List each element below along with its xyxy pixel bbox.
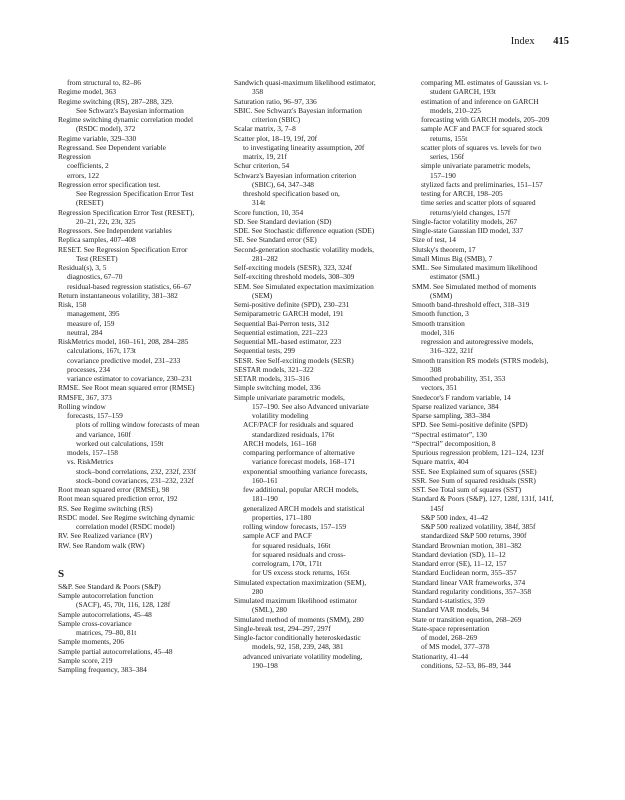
index-entry: Standard linear VAR frameworks, 374 <box>412 577 526 587</box>
index-entry: conditions, 52–53, 86–89, 344 <box>421 660 511 670</box>
index-entry: Stationarity, 41–44 <box>412 651 469 661</box>
index-entry: criterion (SBIC) <box>252 115 301 124</box>
index-entry: Simulated maximum likelihood estimator <box>234 596 357 605</box>
index-entry: 145f <box>430 503 444 513</box>
index-entry: models, 157–158 <box>67 448 118 457</box>
index-entry: Replica samples, 407–408 <box>58 235 136 245</box>
index-entry: Semiparametric GARCH model, 191 <box>234 309 344 319</box>
index-entry: models, 92, 158, 239, 248, 381 <box>252 642 344 652</box>
index-entry: 190–198 <box>252 660 278 670</box>
index-entry: Sample autocorrelations, 45–48 <box>58 609 152 619</box>
index-entry: SSE. See Explained sum of squares (SSE) <box>412 466 537 476</box>
index-entry: RSDC model. See Regime switching dynamic <box>58 512 195 522</box>
index-entry: forecasting with GARCH models, 205–209 <box>421 115 550 124</box>
index-entry: scatter plots of squares vs. levels for two <box>421 142 542 152</box>
index-entry: vs. RiskMetrics <box>67 457 114 467</box>
index-entry: for squared residuals, 166t <box>252 540 331 550</box>
index-entry: SE. See Standard error (SE) <box>234 235 317 245</box>
index-entry: properties, 171–180 <box>252 512 312 522</box>
index-entry: SETAR models, 315–316 <box>234 374 310 383</box>
index-entry: Sparse realized variance, 384 <box>412 401 499 411</box>
index-entry: (SMM) <box>430 290 453 300</box>
index-entry: Simulated method of moments (SMM), 280 <box>234 614 364 624</box>
index-entry: 20–21, 22t, 23t, 325 <box>76 216 136 226</box>
index-entry: to investigating linearity assumption, 20f <box>243 142 365 152</box>
index-entry: from structural to, 82–86 <box>67 78 141 87</box>
index-entry: residual-based regression statistics, 66–67 <box>67 281 192 291</box>
index-entry: (SML), 280 <box>252 605 287 615</box>
index-entry: processes, 234 <box>67 364 111 374</box>
index-entry: Standard Euclidean norm, 355–357 <box>412 568 517 578</box>
index-entry: correlogram, 170t, 171t <box>252 559 322 568</box>
index-entry: vectors, 351 <box>421 383 458 393</box>
index-letter-heading: S <box>58 567 65 580</box>
index-entry: estimator (SML) <box>430 272 480 282</box>
index-entry: Root mean squared prediction error, 192 <box>58 494 178 504</box>
index-entry: Small Minus Big (SMB), 7 <box>412 253 493 263</box>
index-entry: Standard & Poors (S&P), 127, 128f, 131f, 141f, <box>412 494 554 504</box>
index-entry: neutral, 284 <box>67 327 103 337</box>
index-entry: threshold specification based on, <box>243 189 340 198</box>
index-entry: Schur criterion, 54 <box>234 161 290 171</box>
index-entry: student GARCH, 193t <box>430 87 496 97</box>
index-entry: (SACF), 45, 70t, 116, 128, 128f <box>76 600 171 610</box>
index-entry: worked out calculations, 159t <box>76 438 164 448</box>
index-entry: Sequential ML-based estimator, 223 <box>234 337 342 346</box>
index-entry: Standard VAR models, 94 <box>412 605 489 615</box>
index-entry: RS. See Regime switching (RS) <box>58 503 153 513</box>
index-entry: Return instantaneous volatility, 381–382 <box>58 290 178 300</box>
index-entry: S&P 500 index, 41–42 <box>421 512 489 522</box>
index-entry: Standard deviation (SD), 11–12 <box>412 549 506 559</box>
index-entry: exponential smoothing variance forecasts, <box>243 466 368 476</box>
index-entry: 358 <box>252 87 264 97</box>
index-entry: Simulated expectation maximization (SEM), <box>234 577 367 587</box>
index-entry: Semi-positive definite (SPD), 230–231 <box>234 300 350 309</box>
section-gap <box>58 550 236 560</box>
index-entry: Regressand. See Dependent variable <box>58 142 166 152</box>
index-entry: variance forecast models, 168–171 <box>252 457 356 467</box>
index-entry: of MS model, 377–378 <box>421 642 490 652</box>
index-entry: returns, 155t <box>430 133 468 143</box>
index-column-2 <box>234 78 412 670</box>
index-entry: Simple univariate parametric models, <box>234 392 345 402</box>
index-entry: models, 210–225 <box>430 105 481 115</box>
index-entry: generalized ARCH models and statistical <box>243 503 365 513</box>
index-entry: Saturation ratio, 96–97, 336 <box>234 96 317 106</box>
index-entry: matrices, 79–80, 81t <box>76 628 137 637</box>
index-entry: SEM. See Simulated expectation maximization <box>234 281 374 291</box>
index-entry: Sample autocorrelation function <box>58 591 154 600</box>
index-entry: standardized residuals, 176t <box>252 429 335 439</box>
index-entry: Regime variable, 329–330 <box>58 133 137 143</box>
index-entry: 308 <box>430 364 442 374</box>
index-entry: Standard regularity conditions, 357–358 <box>412 586 532 596</box>
index-entry: advanced univariate volatility modeling, <box>243 651 363 661</box>
index-entry: Sample score, 219 <box>58 655 113 665</box>
index-entry: for squared residuals and cross- <box>252 549 346 559</box>
index-column-1 <box>58 78 236 674</box>
index-entry: Risk, 158 <box>58 300 87 309</box>
index-entry: SBIC. See Schwarz's Bayesian information <box>234 105 362 115</box>
index-entry: Slutsky's theorem, 17 <box>412 244 476 254</box>
index-entry: Standard t-statistics, 359 <box>412 596 485 605</box>
index-entry: S&P. See Standard & Poors (S&P) <box>58 581 161 591</box>
index-entry: SD. See Standard deviation (SD) <box>234 216 332 226</box>
index-entry: S&P 500 realized volatility, 384f, 385f <box>421 522 536 531</box>
index-entry: 314t <box>252 198 266 208</box>
index-entry: Regime switching dynamic correlation model <box>58 115 194 124</box>
index-entry: stylized facts and preliminaries, 151–157 <box>421 179 543 189</box>
index-entry: 157–190. See also Advanced univariate <box>252 401 369 411</box>
index-entry: State or transition equation, 268–269 <box>412 614 522 624</box>
index-entry: SML. See Simulated maximum likelihood <box>412 263 538 272</box>
index-entry: rolling window forecasts, 157–159 <box>243 522 347 531</box>
index-entry: Schwarz's Bayesian information criterion <box>234 170 357 180</box>
index-entry: Sequential tests, 299 <box>234 346 295 356</box>
index-entry: ARCH models, 161–168 <box>243 438 317 448</box>
index-entry: for US excess stock returns, 165t <box>252 568 350 578</box>
index-entry: Scatter plot, 18–19, 19f, 20f <box>234 133 318 143</box>
index-entry: Smooth transition <box>412 318 465 328</box>
index-entry: RESET. See Regression Specification Error <box>58 244 188 254</box>
index-entry: standardized S&P 500 returns, 390f <box>421 531 527 541</box>
index-entry: returns/yield changes, 157f <box>430 207 511 217</box>
index-entry: (SEM) <box>252 290 273 300</box>
index-entry: 316–322, 321f <box>430 346 474 356</box>
index-entry: Single-state Gaussian IID model, 337 <box>412 226 524 235</box>
index-entry: 281–282 <box>252 253 278 263</box>
index-entry: Regression Specification Error Test (RESET), <box>58 207 195 217</box>
index-entry: Standard error (SE), 11–12, 157 <box>412 559 507 568</box>
index-entry: 280 <box>252 586 264 596</box>
index-entry: Regression <box>58 152 91 161</box>
index-entry: few additional, popular ARCH models, <box>243 485 359 494</box>
index-entry: Second-generation stochastic volatility models, <box>234 244 374 254</box>
index-entry: Smooth function, 3 <box>412 309 469 319</box>
index-entry: measure of, 159 <box>67 318 115 328</box>
index-entry: simple univariate parametric models, <box>421 161 531 171</box>
index-entry: series, 156f <box>430 152 465 161</box>
index-entry: Self-exciting threshold models, 308–309 <box>234 272 355 282</box>
index-entry: Snedecor's F random variable, 14 <box>412 392 511 402</box>
index-entry: SMM. See Simulated method of moments <box>412 281 537 291</box>
index-entry: (SBIC), 64, 347–348 <box>252 179 315 189</box>
index-entry: comparing ML estimates of Gaussian vs. t- <box>421 78 549 87</box>
index-entry: SSR. See Sum of squared residuals (SSR) <box>412 475 536 485</box>
index-entry: Test (RESET) <box>76 253 118 263</box>
index-entry: of model, 268–269 <box>421 633 478 642</box>
index-entry: errors, 122 <box>67 170 100 180</box>
index-entry: Square matrix, 404 <box>412 457 469 467</box>
index-entry: diagnostics, 67–70 <box>67 272 123 282</box>
index-entry: RMSFE, 367, 373 <box>58 392 112 402</box>
index-entry: (RESET) <box>76 198 104 208</box>
index-entry: SPD. See Semi-positive definite (SPD) <box>412 420 528 430</box>
index-entry: coefficients, 2 <box>67 161 109 171</box>
index-entry: State-space representation <box>412 623 490 633</box>
index-entry: correlation model (RSDC model) <box>76 522 175 531</box>
index-entry: See Schwarz's Bayesian information <box>76 105 184 115</box>
index-entry: Rolling window <box>58 401 106 411</box>
index-entry: “Spectral estimator”, 130 <box>412 429 487 439</box>
index-entry: Smooth band-threshold effect, 318–319 <box>412 300 530 309</box>
index-entry: stock–bond covariances, 231–232, 232f <box>76 475 194 485</box>
index-entry: stock–bond correlations, 232, 232f, 233f <box>76 466 197 476</box>
index-entry: “Spectral” decomposition, 8 <box>412 438 496 448</box>
index-entry: testing for ARCH, 198–205 <box>421 189 503 198</box>
index-column-3 <box>412 78 590 670</box>
index-entry: SESTAR models, 321–322 <box>234 364 314 374</box>
index-entry: regression and autoregressive models, <box>421 337 534 346</box>
index-entry: and variance, 160f <box>76 429 131 439</box>
index-entry: Sampling frequency, 383–384 <box>58 665 147 674</box>
index-entry: Regime model, 363 <box>58 87 117 97</box>
index-entry: Scalar matrix, 3, 7–8 <box>234 124 296 134</box>
index-entry: Single-factor conditionally heteroskedastic <box>234 633 361 642</box>
index-entry: Sample partial autocorrelations, 45–48 <box>58 646 173 656</box>
index-entry: (RSDC model), 372 <box>76 124 136 134</box>
index-entry: variance estimator to covariance, 230–231 <box>67 374 193 383</box>
index-entry: sample ACF and PACF <box>243 531 312 541</box>
index-entry: sample ACF and PACF for squared stock <box>421 124 543 134</box>
index-entry: time series and scatter plots of squared <box>421 198 536 208</box>
index-entry: 181–190 <box>252 494 278 504</box>
index-entry: forecasts, 157–159 <box>67 411 123 420</box>
index-entry: volatility modeling <box>252 411 309 420</box>
index-entry: covariance predictive model, 231–233 <box>67 355 181 365</box>
index-entry: SESR. See Self-exciting models (SESR) <box>234 355 354 365</box>
index-entry: RV. See Realized variance (RV) <box>58 531 153 541</box>
index-entry: Size of test, 14 <box>412 235 456 245</box>
index-entry: 160–161 <box>252 475 278 485</box>
index-entry: management, 395 <box>67 309 120 319</box>
index-entry: Sample moments, 206 <box>58 637 124 647</box>
index-entry: RW. See Random walk (RW) <box>58 540 145 550</box>
index-entry: SDE. See Stochastic difference equation (SDE) <box>234 226 375 235</box>
index-entry: Self-exciting models (SESR), 323, 324f <box>234 263 352 272</box>
index-entry: Single-factor volatility models, 267 <box>412 216 518 226</box>
index-entry: SST. See Total sum of squares (SST) <box>412 485 522 494</box>
index-entry: Regression error specification test. <box>58 179 161 189</box>
index-entry: matrix, 19, 21f <box>243 152 287 161</box>
index-entry: Sandwich quasi-maximum likelihood estimator, <box>234 78 376 87</box>
index-entry: Smoothed probability, 351, 353 <box>412 374 506 383</box>
index-entry: plots of rolling window forecasts of mean <box>76 420 200 430</box>
index-entry: RMSE. See Root mean squared error (RMSE) <box>58 383 195 393</box>
index-entry: Smooth transition RS models (STRS models), <box>412 355 549 365</box>
index-entry: comparing performance of alternative <box>243 448 355 457</box>
page-header <box>511 36 569 47</box>
index-entry: RiskMetrics model, 160–161, 208, 284–285 <box>58 337 189 346</box>
index-entry: Regressors. See Independent variables <box>58 226 172 235</box>
index-entry: calculations, 167t, 173t <box>67 346 136 356</box>
index-entry: Simple switching model, 336 <box>234 383 321 393</box>
page-number: 415 <box>553 36 569 47</box>
index-entry: Standard Brownian motion, 381–382 <box>412 540 522 550</box>
index-entry: Sparse sampling, 383–384 <box>412 411 491 420</box>
index-entry: Sequential estimation, 221–223 <box>234 327 328 337</box>
index-entry: model, 316 <box>421 327 455 337</box>
index-entry: Root mean squared error (RMSE), 98 <box>58 485 170 494</box>
index-entry: Spurious regression problem, 121–124, 123f <box>412 448 544 457</box>
index-entry: Sample cross-covariance <box>58 618 132 628</box>
index-entry: See Regression Specification Error Test <box>76 189 194 198</box>
index-entry: Regime switching (RS), 287–288, 329. <box>58 96 174 106</box>
index-entry: Residual(s), 3, 5 <box>58 263 107 272</box>
index-entry: ACF/PACF for residuals and squared <box>243 420 354 430</box>
running-head: Index <box>510 36 535 47</box>
index-entry: 157–190 <box>430 170 456 180</box>
index-entry: Score function, 10, 354 <box>234 207 304 217</box>
index-entry: estimation of and inference on GARCH <box>421 96 539 106</box>
index-entry: Sequential Bai-Perron tests, 312 <box>234 318 330 328</box>
index-entry: Single-break test, 294–297, 297f <box>234 623 331 633</box>
